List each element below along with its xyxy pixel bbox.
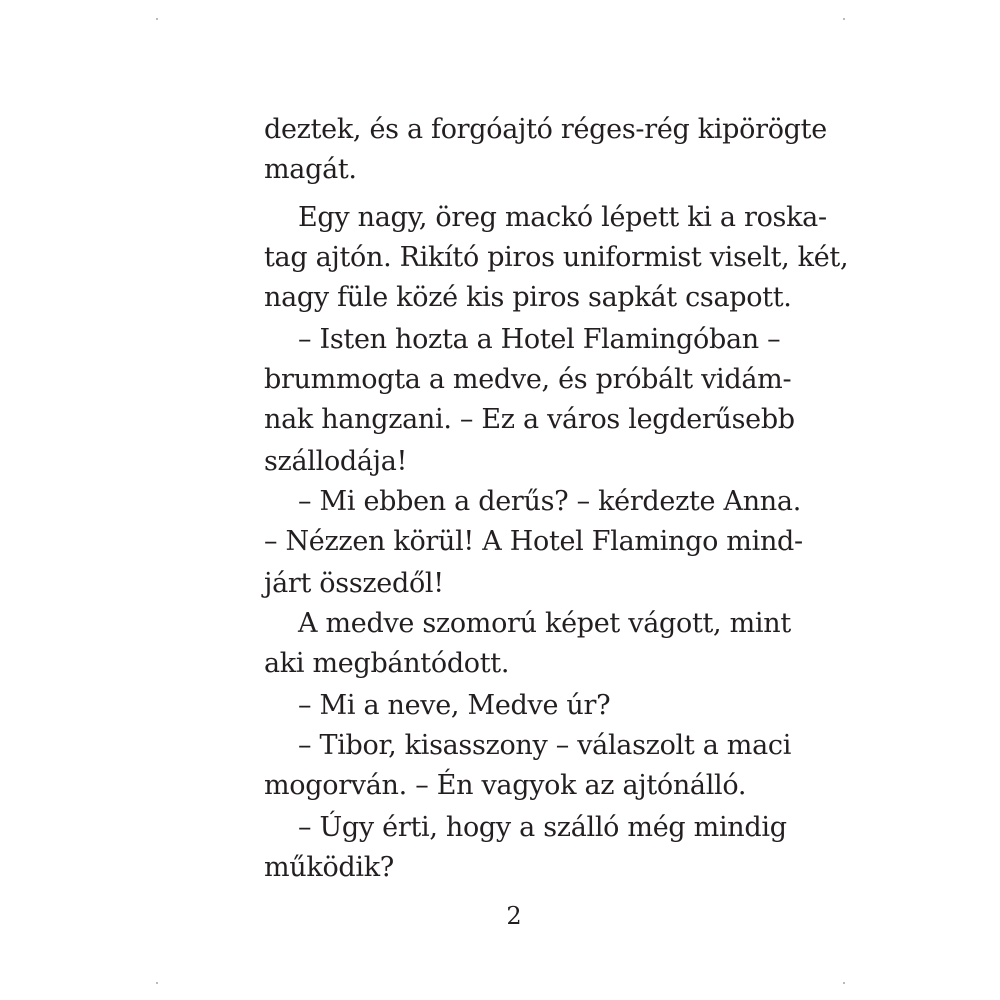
text-line: járt összedől!: [264, 568, 444, 599]
text-line: brummogta a medve, és próbált vidám-: [264, 364, 792, 395]
text-line: – Isten hozta a Hotel Flamingóban –: [298, 324, 781, 355]
text-line: deztek, és a forgóajtó réges-rég kipörögte: [264, 114, 827, 145]
text-line: A medve szomorú képet vágott, mint: [298, 608, 791, 639]
crop-mark-top-right: [843, 18, 845, 20]
crop-mark-bottom-right: [843, 982, 845, 984]
text-line: nagy füle közé kis piros sapkát csapott.: [264, 282, 792, 313]
text-line: – Mi ebben a derűs? – kérdezte Anna.: [298, 486, 801, 517]
text-line: – Úgy érti, hogy a szálló még mindig: [298, 812, 787, 843]
text-line: nak hangzani. – Ez a város legderűsebb: [264, 404, 795, 435]
text-line: – Tibor, kisasszony – válaszolt a maci: [298, 730, 792, 761]
text-line: mogorván. – Én vagyok az ajtónálló.: [264, 770, 747, 801]
text-line: – Mi a neve, Medve úr?: [298, 690, 611, 721]
text-line: aki megbántódott.: [264, 648, 510, 679]
crop-mark-top-left: [156, 18, 158, 20]
text-line: Egy nagy, öreg mackó lépett ki a roska-: [298, 202, 827, 233]
text-line: működik?: [264, 852, 394, 883]
text-line: – Nézzen körül! A Hotel Flamingo mind-: [264, 526, 803, 557]
text-line: magát.: [264, 154, 357, 185]
text-line: szállodája!: [264, 446, 408, 477]
page-number: 2: [506, 902, 522, 930]
text-line: tag ajtón. Rikító piros uniformist viselt, két,: [264, 242, 849, 273]
crop-mark-bottom-left: [156, 982, 158, 984]
